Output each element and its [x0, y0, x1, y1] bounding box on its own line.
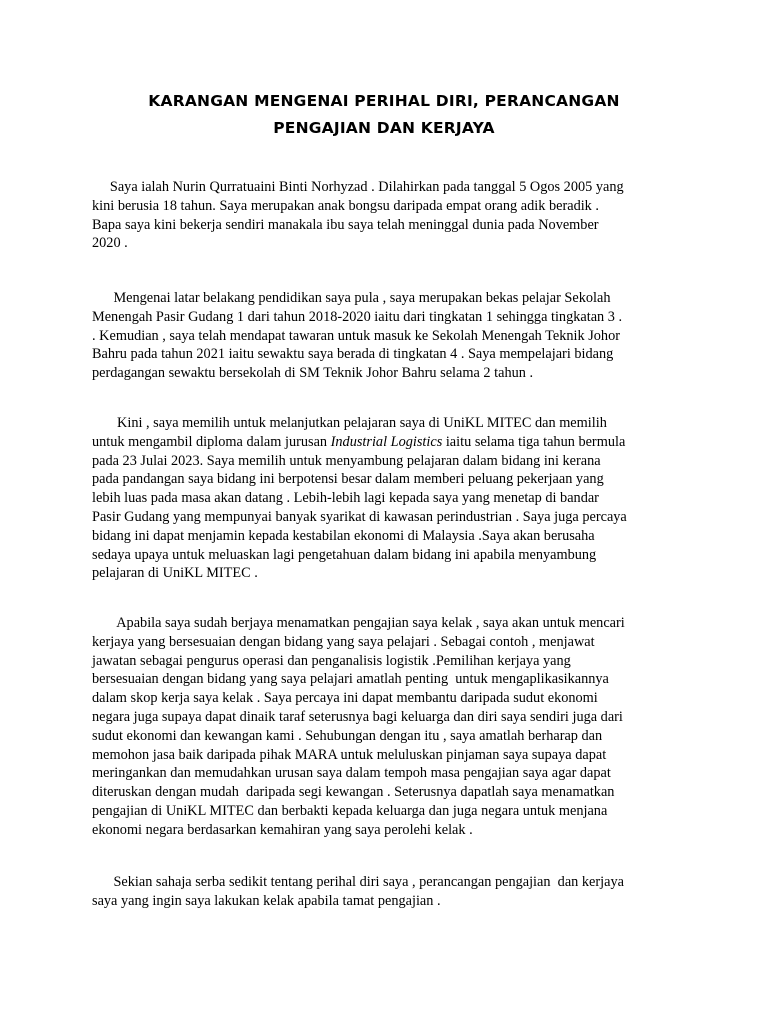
text-line: pelajaran di UniKL MITEC . [92, 565, 258, 582]
text-line: negara juga supaya dapat dinaik taraf seterusnya bagi keluarga dan diri saya sendiri juga dari [92, 708, 623, 725]
text-line: meringankan dan memudahkan urusan saya dalam tempoh masa pengajian saya agar dapat [92, 765, 611, 782]
text-line [92, 433, 682, 452]
text-line: Sekian sahaja serba sedikit tentang perihal diri saya , perancangan pengajian dan kerjaya [92, 874, 624, 890]
text-line: sedaya upaya untuk meluaskan lagi pengetahuan dalam bidang ini apabila menyambung [92, 546, 597, 563]
text-line: jawatan sebagai pengurus operasi dan penganalisis logistik .Pemilihan kerjaya yang [92, 652, 571, 669]
italic-course-name: Industrial Logistics [330, 433, 443, 450]
text-line: ekonomi negara berdasarkan kemahiran yang saya perolehi kelak . [92, 821, 473, 838]
text-line: dalam skop kerja saya kelak . Saya percaya ini dapat membantu daripada sudut ekonomi [92, 690, 598, 707]
text-line: perdagangan sewaktu bersekolah di SM Teknik Johor Bahru selama 2 tahun . [92, 365, 534, 382]
text-line: . Kemudian , saya telah mendapat tawaran untuk masuk ke Sekolah Menengah Teknik Johor [92, 327, 620, 344]
text-line: Apabila saya sudah berjaya menamatkan pengajian saya kelak , saya akan untuk mencari [92, 615, 625, 631]
text-segment: untuk mengambil diploma dalam jurusan [92, 433, 331, 450]
text-line: saya yang ingin saya lakukan kelak apabila tamat pengajian . [92, 892, 441, 909]
paragraph-career-plan [92, 614, 682, 840]
text-line: Pasir Gudang yang mempunyai banyak syarikat di kawasan perindustrian . Saya juga percaya [92, 508, 627, 525]
text-line: pengajian di UniKL MITEC dan berbakti kepada keluarga dan juga negara untuk menjana [92, 802, 608, 819]
title-line: PENGAJIAN DAN KERJAYA [273, 119, 495, 137]
document-title [80, 88, 688, 142]
text-line: Bapa saya kini bekerja sendiri manakala ibu saya telah meninggal dunia pada November [92, 216, 599, 233]
paragraph-education-background [92, 289, 682, 383]
text-line: diteruskan dengan mudah daripada segi kewangan . Seterusnya dapatlah saya menamatkan [92, 784, 615, 801]
text-line: Menengah Pasir Gudang 1 dari tahun 2018-2020 iaitu dari tingkatan 1 sehingga tingkatan 3 . [92, 308, 623, 325]
text-line: sudut ekonomi dan kewangan kami . Sehubungan dengan itu , saya amatlah berharap dan [92, 727, 603, 744]
text-line: bersesuaian dengan bidang yang saya pelajari amatlah penting untuk mengaplikasikannya [92, 671, 609, 688]
text-line: Kini , saya memilih untuk melanjutkan pelajaran saya di UniKL MITEC dan memilih [92, 415, 607, 431]
text-line: Mengenai latar belakang pendidikan saya pula , saya merupakan bekas pelajar Sekolah [92, 290, 611, 306]
paragraph-personal-info [92, 178, 682, 253]
text-line: 2020 . [92, 235, 128, 252]
title-line: KARANGAN MENGENAI PERIHAL DIRI, PERANCANGAN [148, 92, 620, 110]
text-line: pada 23 Julai 2023. Saya memilih untuk menyambung pelajaran dalam bidang ini kerana [92, 452, 601, 469]
text-line: kerjaya yang bersesuaian dengan bidang yang saya pelajari . Sebagai contoh , menjawat [92, 633, 595, 650]
text-line: Saya ialah Nurin Qurratuaini Binti Norhyzad . Dilahirkan pada tanggal 5 Ogos 2005 yang [92, 179, 624, 195]
text-line: lebih luas pada masa akan datang . Lebih-lebih lagi kepada saya yang menetap di bandar [92, 490, 599, 507]
paragraph-conclusion [92, 873, 682, 911]
text-line: kini berusia 18 tahun. Saya merupakan anak bongsu daripada empat orang adik beradik . [92, 197, 599, 214]
text-line: pada pandangan saya bidang ini berpotensi besar dalam memberi peluang pekerjaan yang [92, 471, 604, 488]
text-segment: iaitu selama tiga tahun bermula [442, 433, 626, 450]
text-line: memohon jasa baik daripada pihak MARA untuk meluluskan pinjaman saya supaya dapat [92, 746, 607, 763]
text-line: bidang ini dapat menjamin kepada kestabilan ekonomi di Malaysia .Saya akan berusaha [92, 527, 595, 544]
paragraph-study-plan [92, 414, 682, 583]
text-line: Bahru pada tahun 2021 iaitu sewaktu saya berada di tingkatan 4 . Saya mempelajari bidang [92, 346, 614, 363]
